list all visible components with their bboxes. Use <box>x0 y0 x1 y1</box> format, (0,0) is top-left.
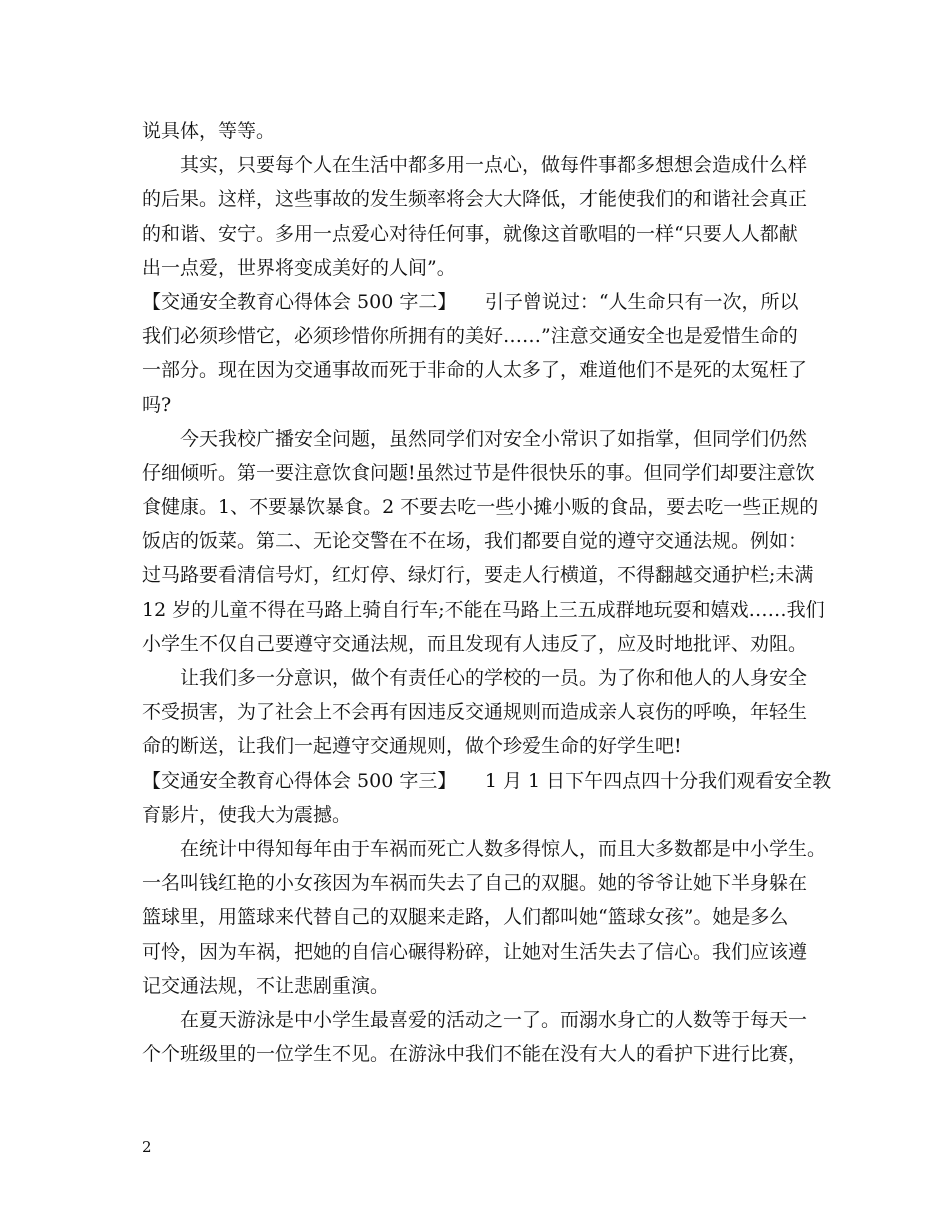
text-line: 说具体，等等。 <box>142 120 276 142</box>
text-line: 其实，只要每个人在生活中都多用一点心，做每件事都多想想会造成什么样 <box>180 154 808 177</box>
text-line: 一名叫钱红艳的小女孩因为车祸而失去了自己的双腿。她的爷爷让她下半身躲在 <box>142 872 808 895</box>
text-line: 食健康。1、不要暴饮暴食。2 不要去吃一些小摊小贩的食品，要去吃一些正规的 <box>142 496 819 519</box>
text-line: 过马路要看清信号灯，红灯停、绿灯行，要走人行横道，不得翻越交通护栏;未满 <box>142 564 814 587</box>
text-line: 【交通安全教育心得体会 500 字三】 1 月 1 日下午四点四十分我们观看安全教 <box>142 769 832 792</box>
text-line: 吗? <box>142 393 172 416</box>
text-line: 今天我校广播安全问题，虽然同学们对安全小常识了如指掌，但同学们仍然 <box>180 427 808 450</box>
text-line: 个个班级里的一位学生不见。在游泳中我们不能在没有大人的看护下进行比赛， <box>142 1043 808 1066</box>
text-line: 在统计中得知每年由于车祸而死亡人数多得惊人，而且大多数都是中小学生。 <box>180 837 827 860</box>
text-line: 的后果。这样，这些事故的发生频率将会大大降低，才能使我们的和谐社会真正 <box>142 188 808 211</box>
text-line: 育影片，使我大为震撼。 <box>142 803 352 826</box>
text-line: 可怜，因为车祸，把她的自信心碾得粉碎，让她对生活失去了信心。我们应该遵 <box>142 940 808 963</box>
text-line: 不受损害，为了社会上不会再有因违反交通规则而造成亲人哀伤的呼唤，年轻生 <box>142 701 808 724</box>
text-line: 让我们多一分意识，做个有责任心的学校的一员。为了你和他人的人身安全 <box>180 667 808 689</box>
text-line: 记交通法规，不让悲剧重演。 <box>142 974 390 997</box>
text-line: 一部分。现在因为交通事故而死于非命的人太多了，难道他们不是死的太冤枉了 <box>142 359 808 382</box>
text-line: 小学生不仅自己要遵守交通法规，而且发现有人违反了，应及时地批评、劝阻。 <box>142 632 808 655</box>
text-line: 篮球里，用篮球来代替自己的双腿来走路，人们都叫她“篮球女孩”。她是多么 <box>142 906 789 929</box>
text-line: 在夏天游泳是中小学生最喜爱的活动之一了。而溺水身亡的人数等于每天一 <box>180 1008 808 1031</box>
page-number: 2 <box>142 1138 152 1156</box>
text-line: 我们必须珍惜它，必须珍惜你所拥有的美好……”注意交通安全也是爱惜生命的 <box>142 325 798 348</box>
text-line: 出一点爱，世界将变成美好的人间”。 <box>142 256 456 279</box>
body-text <box>142 114 842 1071</box>
text-line: 12 岁的儿童不得在马路上骑自行车;不能在马路上三五成群地玩耍和嬉戏……我们 <box>142 598 825 621</box>
text-line: 饭店的饭菜。第二、无论交警在不在场，我们都要自觉的遵守交通法规。例如： <box>142 530 808 553</box>
text-line: 命的断送，让我们一起遵守交通规则，做个珍爱生命的好学生吧! <box>142 735 682 758</box>
text-line: 【交通安全教育心得体会 500 字二】 引子曾说过：“人生命只有一次，所以 <box>142 290 799 313</box>
text-line: 的和谐、安宁。多用一点爱心对待任何事，就像这首歌唱的一样“只要人人都献 <box>142 222 798 245</box>
text-line: 仔细倾听。第一要注意饮食问题!虽然过节是件很快乐的事。但同学们却要注意饮 <box>142 461 815 484</box>
